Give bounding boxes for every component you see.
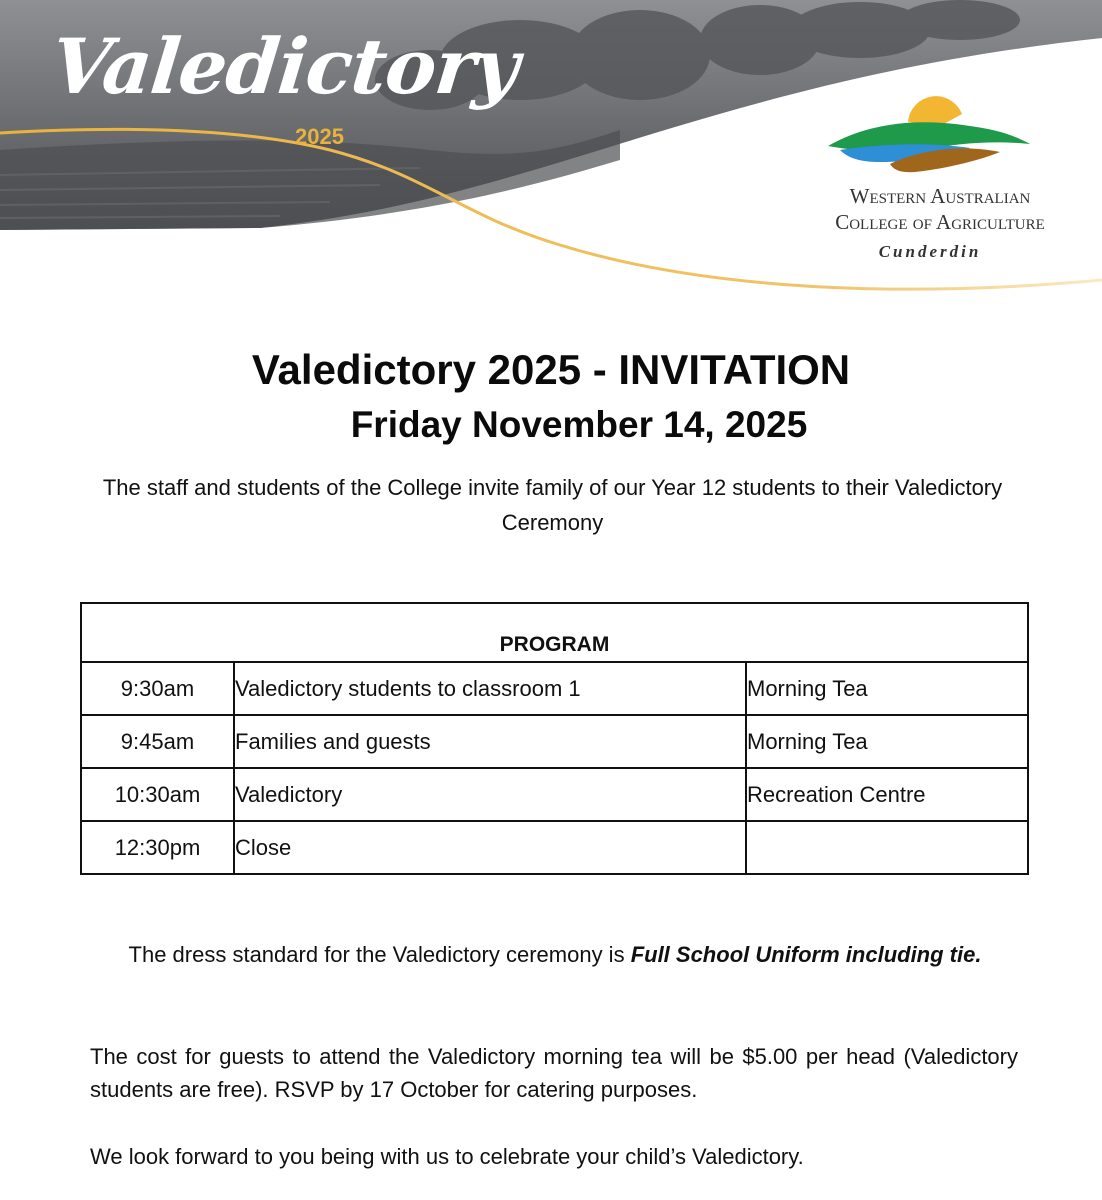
- program-activity: Families and guests: [234, 715, 746, 768]
- dress-standard-emphasis: Full School Uniform including tie.: [630, 942, 982, 967]
- table-row: [81, 821, 1028, 874]
- logo-college-name-line1: Western Australian: [849, 184, 1031, 208]
- program-time: 10:30am: [81, 768, 234, 821]
- banner-year: 2025: [295, 124, 344, 149]
- logo-college-name-line2: College of Agriculture: [835, 210, 1045, 234]
- program-location: [746, 821, 1028, 874]
- program-header: PROGRAM: [81, 603, 1028, 662]
- landscape-logo-icon: [820, 92, 1060, 182]
- closing-paragraph: We look forward to you being with us to celebrate your child’s Valedictory.: [90, 1144, 804, 1169]
- invitation-date: Friday November 14, 2025: [350, 404, 808, 445]
- banner-script-title: Valedictory: [47, 22, 523, 111]
- program-location: Recreation Centre: [746, 768, 1028, 821]
- table-row: [81, 662, 1028, 715]
- table-row: [81, 768, 1028, 821]
- dress-standard-text: The dress standard for the Valedictory ceremony is: [128, 942, 631, 967]
- cost-paragraph: The cost for guests to attend the Valedictory morning tea will be $5.00 per head (Valedictory students are free). RSVP by 17 October for catering purposes.: [90, 1044, 1018, 1102]
- program-time: 9:45am: [81, 715, 234, 768]
- logo-location: Cunderdin: [878, 242, 982, 261]
- program-table: [80, 602, 1029, 875]
- program-time: 9:30am: [81, 662, 234, 715]
- program-activity: Valedictory students to classroom 1: [234, 662, 746, 715]
- program-activity: Valedictory: [234, 768, 746, 821]
- program-location: Morning Tea: [746, 715, 1028, 768]
- program-location: Morning Tea: [746, 662, 1028, 715]
- dress-standard: [95, 938, 1015, 971]
- program-time: 12:30pm: [81, 821, 234, 874]
- table-row: [81, 715, 1028, 768]
- invitation-intro: The staff and students of the College invite family of our Year 12 students to their Valedictory Ceremony: [102, 475, 1003, 535]
- invitation-title: Valedictory 2025 - INVITATION: [251, 346, 851, 393]
- college-logo: [820, 92, 1060, 272]
- program-activity: Close: [234, 821, 746, 874]
